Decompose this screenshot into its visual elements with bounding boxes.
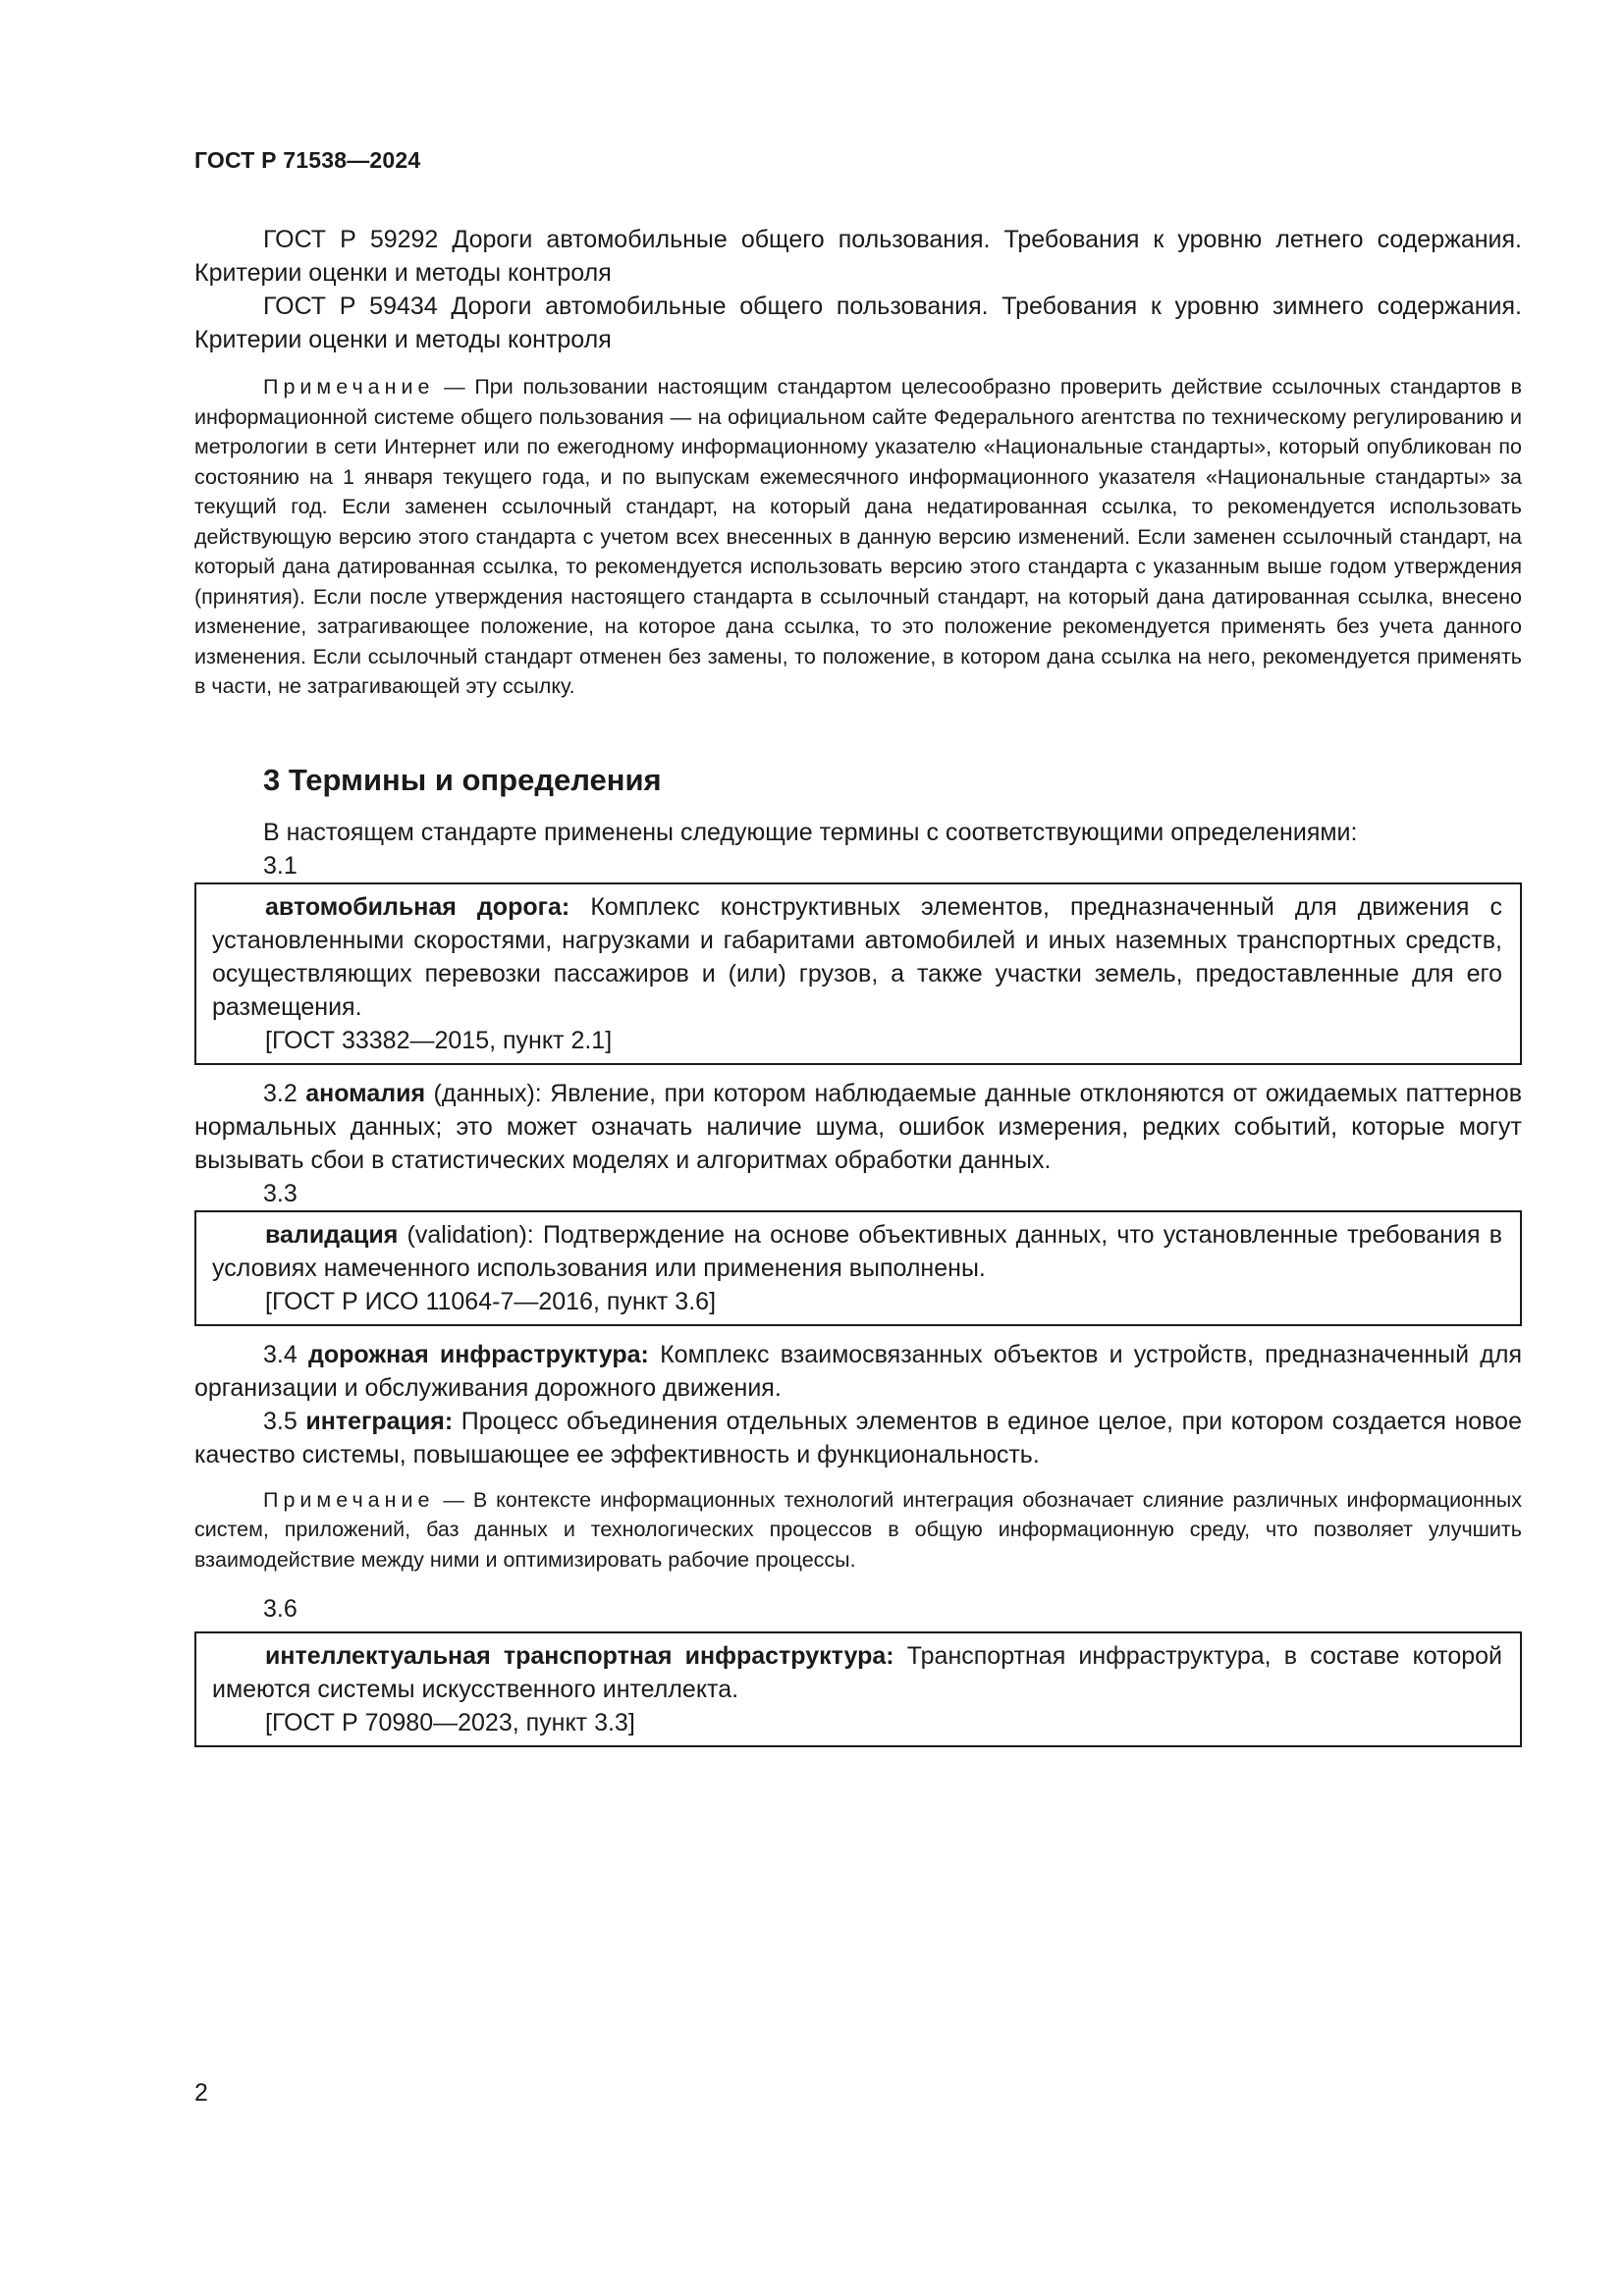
note-label: Примечание — [263, 1487, 435, 1512]
reference-item: ГОСТ Р 59292 Дороги автомобильные общего пользования. Требования к уровню летнего содержания. Критерии оценки и методы контроля — [194, 226, 1522, 287]
term-box — [194, 882, 1522, 1065]
term-text: Явление, при котором наблюдаемые данные отклоняются от ожидаемых паттернов нормальных данных; это может означать наличие шума, ошибок измерения, редких событий, которые могут вызывать сбои в статистических моделях и алгоритмах обработки данных. — [194, 1079, 1522, 1174]
reference-item: ГОСТ Р 59434 Дороги автомобильные общего пользования. Требования к уровню зимнего содержания. Критерии оценки и методы контроля — [194, 293, 1522, 353]
term-definition — [212, 890, 1502, 1024]
term-definition — [194, 1077, 1522, 1177]
term-number: 3.1 — [263, 851, 298, 880]
term-source: [ГОСТ Р ИСО 11064-7—2016, пункт 3.6] — [265, 1287, 717, 1315]
term-definition — [194, 1405, 1522, 1471]
term-text: Подтверждение на основе объективных данных, что установленные требования в условиях намеченного использования или применения выполнены. — [212, 1220, 1503, 1282]
page-content — [194, 223, 1522, 1747]
note — [194, 1485, 1522, 1575]
note-label: Примечание — [263, 375, 435, 399]
term-definition — [194, 1338, 1522, 1405]
page-number: 2 — [194, 2079, 208, 2107]
term-name: дорожная инфраструктура: — [308, 1340, 649, 1368]
term-text: Процесс объединения отдельных элементов в единое целое, при котором создается новое качество системы, повышающее ее эффективность и функциональность. — [194, 1407, 1522, 1468]
section-title: 3 Термины и определения — [263, 762, 662, 797]
term-text: Комплекс конструктивных элементов, предназначенный для движения с установленными скоростями, нагрузками и габаритами автомобилей и иных наземных транспортных средств, осуществляющих перевозки пассажиров и (или) грузов, а также участки земель, предоставленные для его размещения. — [212, 892, 1502, 1021]
term-box — [194, 1210, 1522, 1326]
term-name: валидация — [265, 1220, 399, 1249]
term-name: интеграция: — [305, 1407, 454, 1435]
term-qualifier: (validation): — [398, 1220, 534, 1249]
note-text: — В контексте информационных технологий интеграция обозначает слияние различных информационных систем, приложений, баз данных и технологических процессов в общую информационную среду, что позволяет улучшить взаимодействие между ними и оптимизировать рабочие процессы. — [194, 1487, 1522, 1572]
note — [194, 372, 1522, 702]
term-definition — [212, 1639, 1502, 1706]
term-name: аномалия — [305, 1079, 426, 1107]
note-text: — При пользовании настоящим стандартом целесообразно проверить действие ссылочных стандартов в информационной системе общего пользования — на официальном сайте Федерального агентства по техническому регулированию и метрологии в сети Интернет или по ежегодному информационному указателю «Национальные стандарты», который опубликован по состоянию на 1 января текущего года, и по выпускам ежемесячного информационного указателя «Национальные стандарты» за текущий год. Если заменен ссылочный стандарт, на который дана недатированная ссылка, то рекомендуется использовать действующую версию этого стандарта с учетом всех внесенных в данную версию изменений. Если заменен ссылочный стандарт, на который дана датированная ссылка, то рекомендуется использовать версию этого стандарта с указанным выше годом утверждения (принятия). Если после утверждения настоящего стандарта в ссылочный стандарт, на который дана датированная ссылка, внесено изменение, затрагивающее положение, на которое дана ссылка, то это положение рекомендуется применять без учета данного изменения. Если ссылочный стандарт отменен без замены, то положение, в котором дана ссылка на него, рекомендуется применять в части, не затрагивающей эту ссылку. — [194, 375, 1522, 698]
term-qualifier: (данных): — [425, 1079, 542, 1107]
term-source: [ГОСТ 33382—2015, пункт 2.1] — [265, 1026, 613, 1054]
term-number: 3.6 — [263, 1595, 298, 1623]
term-number: 3.2 — [263, 1079, 298, 1107]
section-intro: В настоящем стандарте применены следующие термины с соответствующими определениями: — [263, 818, 1358, 846]
term-text: Транспортная инфраструктура, в составе которой имеются системы искусственного интеллекта. — [212, 1642, 1503, 1703]
document-header: ГОСТ Р 71538—2024 — [194, 147, 421, 173]
term-number: 3.3 — [263, 1179, 298, 1207]
term-box — [194, 1631, 1522, 1747]
term-source: [ГОСТ Р 70980—2023, пункт 3.3] — [265, 1709, 635, 1736]
term-name: автомобильная дорога: — [265, 892, 570, 921]
term-text: Комплекс взаимосвязанных объектов и устройств, предназначенный для организации и обслуживания дорожного движения. — [194, 1340, 1522, 1402]
term-number: 3.5 — [263, 1407, 298, 1435]
term-name: интеллектуальная транспортная инфраструктура: — [265, 1642, 894, 1670]
term-definition — [212, 1218, 1502, 1285]
term-number: 3.4 — [263, 1340, 298, 1368]
